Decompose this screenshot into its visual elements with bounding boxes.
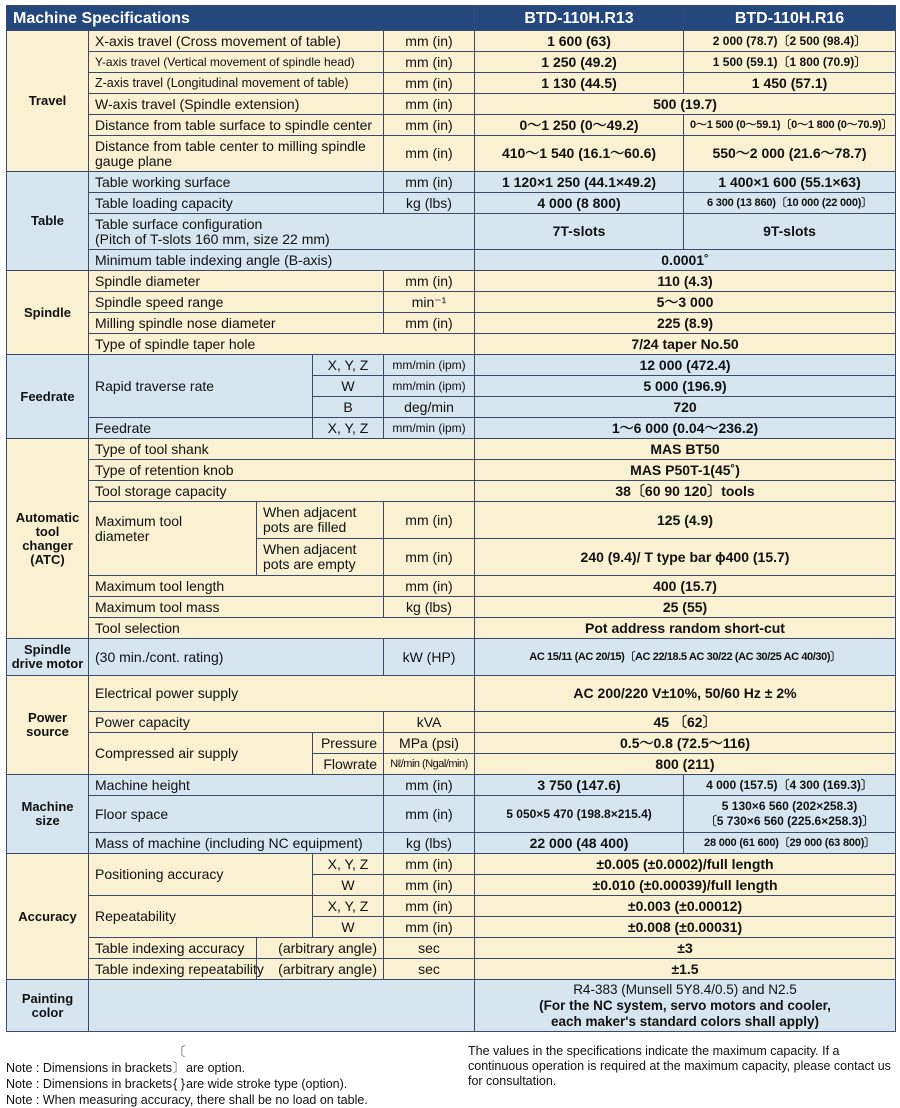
unit: sec [384,938,475,959]
spec-label: Maximum tool length [89,576,384,597]
spec-label: Spindle diameter [89,271,384,292]
spec-row [7,938,896,959]
spec-sublabel: Flowrate [313,754,384,775]
spec-label: Electrical power supply [89,676,475,712]
spec-value: ±0.008 (±0.00031) [475,917,896,938]
spec-value: 0.0001˚ [475,250,896,271]
spec-row [7,854,896,875]
spec-row [7,597,896,618]
unit: mm (in) [384,31,475,52]
spec-label: Floor space [89,796,384,833]
spec-value-r13: 3 750 (147.6) [475,775,684,796]
unit: min⁻¹ [384,292,475,313]
category-size [7,775,89,854]
unit: mm/min (ipm) [384,376,475,397]
category-line: Automatic [15,509,80,525]
unit: mm/min (ipm) [384,418,475,439]
unit: mm (in) [384,136,475,172]
category-line: Painting [21,990,74,1006]
spec-value-r13: 1 120×1 250 (44.1×49.2) [475,172,684,193]
category-travel: Travel [7,31,89,172]
spec-row [7,676,896,712]
spec-value-r16: 1 450 (57.1) [684,73,896,94]
spec-label: W-axis travel (Spindle extension) [89,94,384,115]
axis-label: W [313,917,384,938]
note-2-text-a: Note : Dimensions in brackets [6,1077,173,1091]
spec-label: X-axis travel (Cross movement of table) [89,31,384,52]
spec-row [7,115,896,136]
spec-value: 720 [475,397,896,418]
note-3: Note : When measuring accuracy, there shall be no load on table. [6,1093,368,1107]
spec-value: 400 (15.7) [475,576,896,597]
spec-value: ±3 [475,938,896,959]
spec-label: Milling spindle nose diameter [89,313,384,334]
unit: mm (in) [384,271,475,292]
spec-value: ±0.003 (±0.00012) [475,896,896,917]
spec-label: Table loading capacity [89,193,384,214]
spec-value-r16: 1 400×1 600 (55.1×63) [684,172,896,193]
spec-row [7,618,896,639]
unit: kg (lbs) [384,597,475,618]
note-2 [6,1076,456,1092]
spec-table [6,5,896,1032]
spec-label: Table indexing accuracy [89,938,257,959]
spec-label: Rapid traverse rate [89,355,313,418]
category-power [7,676,89,775]
spec-value: 0.5～0.8 (72.5～116) [475,733,896,754]
unit: mm (in) [384,539,475,576]
note-1-text-a: Note : Dimensions in brackets [6,1061,173,1075]
spec-value: 225 (8.9) [475,313,896,334]
spec-row [7,355,896,376]
spec-row [7,250,896,271]
spec-label: Type of spindle taper hole [89,334,475,355]
unit: kg (lbs) [384,193,475,214]
spec-row [7,31,896,52]
spec-row [7,418,896,439]
spec-label: Type of tool shank [89,439,475,460]
spec-value-r16: 0～1 500 (0～59.1)〔0～1 800 (0～70.9)〕 [684,115,896,136]
notes-right: The values in the specifications indicate the maximum capacity. If a continuous operation is required at the maximum capacity, please contact us for consultation. [468,1044,891,1088]
unit: mm (in) [384,917,475,938]
spec-row [7,833,896,854]
spec-value-painting [475,980,896,1032]
unit: mm (in) [384,854,475,875]
spec-value: 110 (4.3) [475,271,896,292]
spec-label: Y-axis travel (Vertical movement of spindle head) [89,52,384,73]
page-title: Machine Specifications [7,6,475,31]
unit: mm (in) [384,502,475,539]
spec-label-line: diameter [95,528,150,544]
category-line: Spindle [24,642,71,657]
note-1-text-b: are option. [186,1061,246,1075]
spec-value: 7/24 taper No.50 [475,334,896,355]
spec-label-line: Table surface configuration [95,215,263,232]
unit: mm (in) [384,896,475,917]
spec-value: MAS P50T-1(45˚) [475,460,896,481]
unit: mm (in) [384,313,475,334]
unit: kW (HP) [384,639,475,676]
spec-label: Tool storage capacity [89,481,475,502]
spec-row [7,733,896,754]
spec-value: 25 (55) [475,597,896,618]
spec-value: 5 000 (196.9) [475,376,896,397]
spec-row [7,896,896,917]
spec-label [89,502,257,576]
painting-line-3: each maker's standard colors shall apply) [550,1013,820,1029]
spec-value-r16: 550～2 000 (21.6～78.7) [684,136,896,172]
note-2-text-b: are wide stroke type (option). [186,1077,348,1091]
spec-row [7,172,896,193]
spec-row [7,576,896,597]
spec-row [7,292,896,313]
spec-label: Distance from table center to milling spindle gauge plane [89,136,384,172]
spec-value: 12 000 (472.4) [475,355,896,376]
square-bracket-icon: 〔 〕 [172,1045,186,1075]
model-r16-header: BTD-110H.R16 [684,6,896,31]
notes-left [6,1044,456,1108]
unit: mm (in) [384,94,475,115]
spec-label: (30 min./cont. rating) [89,639,384,676]
model-r13-header: BTD-110H.R13 [475,6,684,31]
spec-value: ±0.005 (±0.0002)/full length [475,854,896,875]
spec-label-empty [89,980,475,1032]
spec-value: 38〔60 90 120〕tools [475,481,896,502]
spec-value: 45 〔62〕 [475,712,896,733]
category-line: source [26,724,69,739]
spec-sublabel [257,539,384,576]
category-atc [7,439,89,639]
spec-value-r16: 1 500 (59.1)〔1 800 (70.9)〕 [684,52,896,73]
spec-value-r13: 1 600 (63) [475,31,684,52]
spec-row [7,796,896,833]
painting-line-1: R4-383 (Munsell 5Y8.4/0.5) and N2.5 [573,981,797,997]
spec-sublabel: (arbitrary angle) [257,938,384,959]
spec-value: AC 15/11 (AC 20/15)〔AC 22/18.5 AC 30/22 (AC 30/25 AC 40/30)〕 [475,639,896,676]
spec-label: Feedrate [89,418,313,439]
spec-value: AC 200/220 V±10%, 50/60 Hz ± 2% [475,676,896,712]
unit: mm (in) [384,52,475,73]
spec-row [7,52,896,73]
spec-label: Minimum table indexing angle (B-axis) [89,250,475,271]
category-line: (ATC) [30,551,65,567]
spec-row [7,313,896,334]
spec-value: 125 (4.9) [475,502,896,539]
spec-sublabel: (arbitrary angle) [257,959,384,980]
spec-value-r16: 2 000 (78.7)〔2 500 (98.4)〕 [684,31,896,52]
category-line: color [31,1004,64,1020]
spec-label-line: Maximum tool [95,513,183,529]
unit: mm (in) [384,172,475,193]
spec-row [7,439,896,460]
spec-sublabel-line: pots are empty [263,556,356,572]
spec-row [7,73,896,94]
category-line: size [35,813,60,828]
spec-sublabel-line: When adjacent [263,504,357,520]
spec-value-r16: 9T-slots [684,214,896,250]
spec-label: Type of retention knob [89,460,475,481]
spec-value-r13: 4 000 (8 800) [475,193,684,214]
spec-label: Tool selection [89,618,475,639]
spec-row [7,214,896,250]
spec-value-r13: 5 050×5 470 (198.8×215.4) [475,796,684,833]
spec-value: ±0.010 (±0.00039)/full length [475,875,896,896]
axis-label: B [313,397,384,418]
spec-value-r16 [684,796,896,833]
spec-sublabel-line: When adjacent [263,541,357,557]
spec-sublabel [257,502,384,539]
spec-value-r13: 7T-slots [475,214,684,250]
spec-value-r13: 22 000 (48 400) [475,833,684,854]
unit: mm (in) [384,796,475,833]
spec-label: Z-axis travel (Longitudinal movement of table) [89,73,384,94]
spec-row [7,193,896,214]
axis-label: X, Y, Z [313,418,384,439]
spec-value-r13: 1 250 (49.2) [475,52,684,73]
unit: sec [384,959,475,980]
category-line: Power [27,710,67,725]
spec-sublabel-line: pots are filled [263,519,347,535]
spec-value: 500 (19.7) [475,94,896,115]
spec-label: Table indexing repeatability [89,959,257,980]
curly-bracket-icon: { } [173,1077,185,1091]
spec-label [89,214,475,250]
spec-value-line: 5 130×6 560 (202×258.3) [721,799,858,813]
spec-label: Spindle speed range [89,292,384,313]
spec-value-r13: 410～1 540 (16.1～60.6) [475,136,684,172]
spec-row [7,334,896,355]
spec-sublabel: Pressure [313,733,384,754]
spec-value-line: 〔5 730×6 560 (225.6×258.3)〕 [704,814,875,828]
unit: mm/min (ipm) [384,355,475,376]
spec-value-r16: 6 300 (13 860)〔10 000 (22 000)〕 [684,193,896,214]
axis-label: W [313,376,384,397]
spec-label-line: (Pitch of T-slots 160 mm, size 22 mm) [95,230,330,247]
category-line: drive motor [11,656,84,671]
note-1 [6,1044,456,1076]
spec-label: Table working surface [89,172,384,193]
spec-row [7,980,896,1032]
unit: kg (lbs) [384,833,475,854]
unit: mm (in) [384,875,475,896]
spec-label: Repeatability [89,896,313,938]
painting-line-2: (For the NC system, servo motors and cooler, [539,997,831,1013]
spec-value-r13: 0～1 250 (0～49.2) [475,115,684,136]
spec-row [7,460,896,481]
spec-label: Machine height [89,775,384,796]
spec-row [7,271,896,292]
axis-label: W [313,875,384,896]
unit: mm (in) [384,775,475,796]
spec-row [7,959,896,980]
spec-value-r13: 1 130 (44.5) [475,73,684,94]
category-line: tool [35,523,60,539]
spec-row [7,481,896,502]
spec-value: 5～3 000 [475,292,896,313]
spec-value: Pot address random short-cut [475,618,896,639]
axis-label: X, Y, Z [313,896,384,917]
unit: mm (in) [384,115,475,136]
axis-label: X, Y, Z [313,854,384,875]
spec-label: Power capacity [89,712,384,733]
spec-label: Mass of machine (including NC equipment) [89,833,384,854]
spec-row [7,136,896,172]
unit: MPa (psi) [384,733,475,754]
spec-value-r16: 28 000 (61 600)〔29 000 (63 800)〕 [684,833,896,854]
category-spindle: Spindle [7,271,89,355]
spec-row [7,775,896,796]
spec-row [7,94,896,115]
spec-value: ±1.5 [475,959,896,980]
category-line: Machine [21,799,74,814]
category-motor [7,639,89,676]
spec-value: 800 (211) [475,754,896,775]
spec-label: Positioning accuracy [89,854,313,896]
category-line: changer [22,537,73,553]
spec-row [7,639,896,676]
unit: Nℓ/min (Ngal/min) [384,754,475,775]
spec-label: Distance from table surface to spindle center [89,115,384,136]
category-painting [7,980,89,1032]
header-row [7,6,896,31]
unit: kVA [384,712,475,733]
spec-label: Compressed air supply [89,733,313,775]
category-feedrate: Feedrate [7,355,89,439]
spec-row [7,712,896,733]
unit: mm (in) [384,73,475,94]
category-accuracy: Accuracy [7,854,89,980]
spec-value-r16: 4 000 (157.5)〔4 300 (169.3)〕 [684,775,896,796]
spec-row [7,502,896,539]
spec-label: Maximum tool mass [89,597,384,618]
spec-value: 240 (9.4)/ T type bar ϕ400 (15.7) [475,539,896,576]
unit: deg/min [384,397,475,418]
spec-value: MAS BT50 [475,439,896,460]
unit: mm (in) [384,576,475,597]
category-table: Table [7,172,89,271]
spec-value: 1～6 000 (0.04～236.2) [475,418,896,439]
axis-label: X, Y, Z [313,355,384,376]
